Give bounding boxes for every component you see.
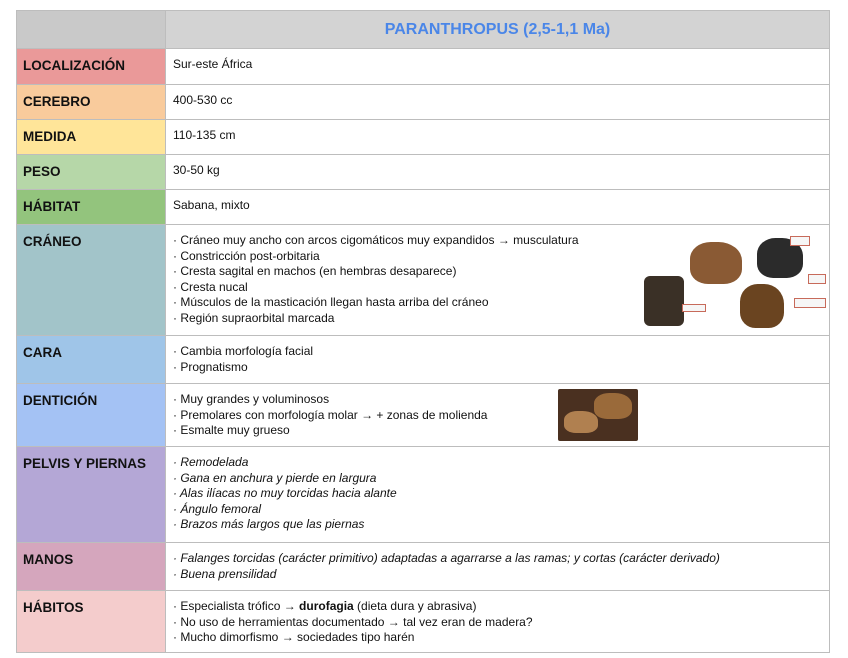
content-cerebro — [166, 85, 830, 120]
content-line: 110-135 cm — [173, 128, 236, 142]
annotation-tag — [808, 274, 826, 284]
bold-keyword: durofagia — [299, 599, 354, 613]
paranthropus-table — [16, 10, 830, 653]
content-line: · Gana en anchura y pierde en largura — [173, 470, 377, 485]
content-line — [173, 599, 823, 615]
row-habitos — [17, 591, 830, 653]
label-denticion: DENTICIÓN — [17, 384, 166, 447]
content-line: · Ángulo femoral — [173, 501, 262, 516]
content-cara — [166, 336, 830, 384]
label-habitos: HÁBITOS — [17, 591, 166, 653]
content-habitos — [166, 591, 830, 653]
content-line: · Prognatismo — [173, 359, 248, 374]
content-peso — [166, 155, 830, 190]
content-line: · Cambia morfología facial — [173, 344, 314, 358]
content-line: Sur-este África — [173, 57, 253, 71]
skull-photo-bottom — [740, 284, 784, 328]
teeth-photo — [558, 389, 638, 441]
content-line: · Cresta nucal — [173, 279, 248, 294]
label-medida: MEDIDA — [17, 120, 166, 155]
content-line: · Brazos más largos que las piernas — [173, 517, 365, 532]
content-manos — [166, 543, 830, 591]
row-peso — [17, 155, 830, 190]
label-pelvis: PELVIS Y PIERNAS — [17, 447, 166, 543]
header-row — [17, 11, 830, 49]
content-line: · Remodelada — [173, 455, 249, 469]
teeth-upper — [594, 393, 632, 419]
row-medida — [17, 120, 830, 155]
content-line: · Músculos de la masticación llegan hasta arriba del cráneo — [173, 295, 489, 310]
content-line: 400-530 cc — [173, 93, 233, 107]
content-denticion — [166, 384, 830, 447]
content-line: · Alas ilíacas no muy torcidas hacia alante — [173, 486, 397, 501]
content-line: · Cráneo muy ancho con arcos cigomáticos muy expandidos → musculatura — [173, 233, 579, 247]
content-line: · Falanges torcidas (carácter primitivo) adaptadas a agarrarse a las ramas; y cortas (carácter derivado) — [173, 551, 720, 565]
row-localizacion — [17, 49, 830, 85]
annotation-tag — [790, 236, 810, 246]
teeth-lower — [564, 411, 598, 433]
content-line: · Constricción post-orbitaria — [173, 248, 320, 263]
content-medida — [166, 120, 830, 155]
label-cerebro: CEREBRO — [17, 85, 166, 120]
content-line: · Muy grandes y voluminosos — [173, 392, 330, 406]
habitos-line-end: (dieta dura y abrasiva) — [353, 599, 477, 613]
annotation-tag — [682, 304, 706, 312]
content-line: · Mucho dimorfismo → sociedades tipo harén — [173, 630, 415, 645]
content-craneo — [166, 225, 830, 336]
annotation-tag — [794, 298, 826, 308]
content-line: · Buena prensilidad — [173, 566, 277, 581]
label-habitat: HÁBITAT — [17, 190, 166, 225]
row-manos — [17, 543, 830, 591]
label-peso: PESO — [17, 155, 166, 190]
content-pelvis — [166, 447, 830, 543]
label-manos: MANOS — [17, 543, 166, 591]
content-line: · Región supraorbital marcada — [173, 310, 335, 325]
label-craneo: CRÁNEO — [17, 225, 166, 336]
content-localizacion — [166, 49, 830, 85]
skull-photo-front — [690, 242, 742, 284]
page-title: PARANTHROPUS (2,5-1,1 Ma) — [166, 11, 830, 49]
habitos-line-start: · Especialista trófico → — [173, 599, 300, 613]
row-cerebro — [17, 85, 830, 120]
label-localizacion: LOCALIZACIÓN — [17, 49, 166, 85]
skull-photo-dark — [644, 276, 684, 326]
label-cara: CARA — [17, 336, 166, 384]
content-line: · Cresta sagital en machos (en hembras desaparece) — [173, 264, 457, 279]
content-line: · Premolares con morfología molar → + zonas de molienda — [173, 407, 488, 422]
content-habitat — [166, 190, 830, 225]
content-line: · No uso de herramientas documentado → tal vez eran de madera? — [173, 614, 533, 629]
content-line: 30-50 kg — [173, 163, 220, 177]
row-cara — [17, 336, 830, 384]
row-pelvis — [17, 447, 830, 543]
row-denticion — [17, 384, 830, 447]
row-habitat — [17, 190, 830, 225]
content-line: Sabana, mixto — [173, 198, 250, 212]
row-craneo — [17, 225, 830, 336]
header-blank-cell — [17, 11, 166, 49]
content-line: · Esmalte muy grueso — [173, 423, 290, 438]
skull-images — [644, 234, 826, 330]
